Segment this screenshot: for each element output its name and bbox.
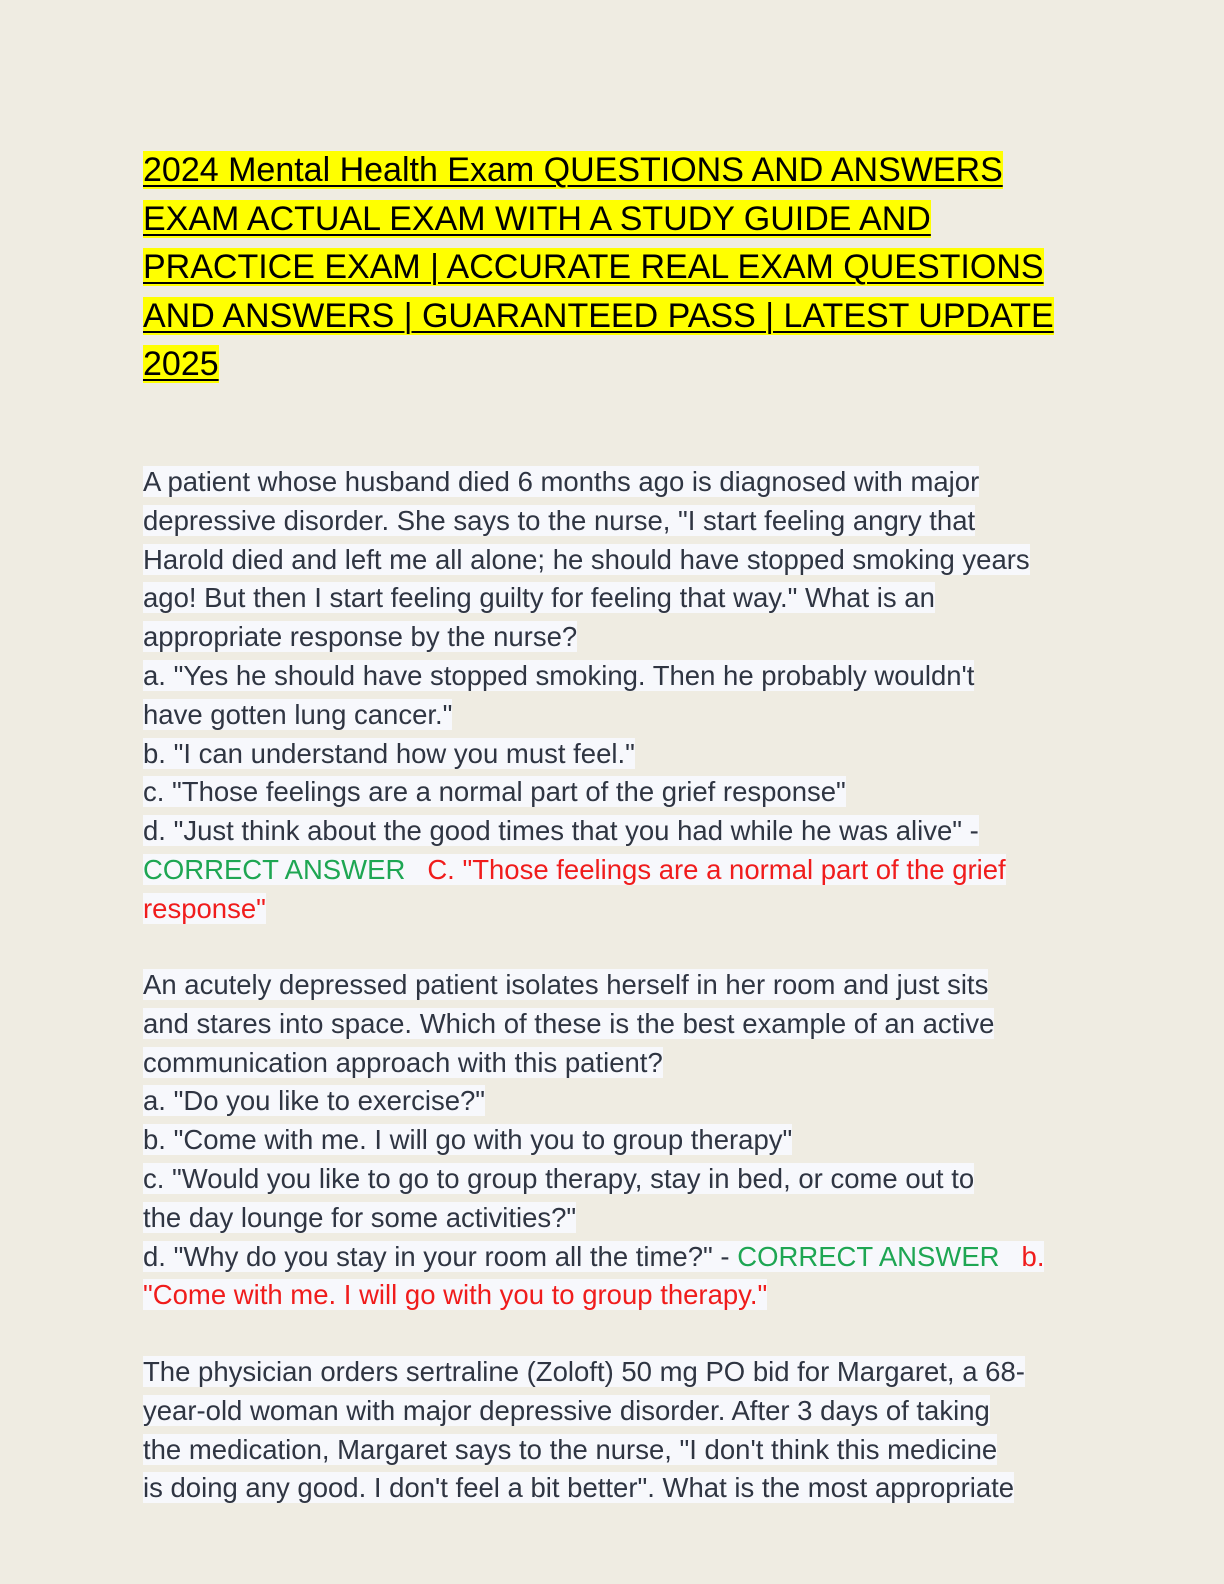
document-title (143, 146, 1063, 389)
question-line: depressive disorder. She says to the nurse, "I start feeling angry that (143, 504, 976, 536)
correct-answer-label: CORRECT ANSWER (737, 1240, 1000, 1272)
option-c-cont: the day lounge for some activities?" (143, 1201, 577, 1233)
question-line: the medication, Margaret says to the nurse, "I don't think this medicine (143, 1433, 998, 1465)
title-line: EXAM ACTUAL EXAM WITH A STUDY GUIDE AND (143, 199, 931, 238)
option-a: a. "Do you like to exercise?" (143, 1085, 486, 1117)
title-line: AND ANSWERS | GUARANTEED PASS | LATEST UPDATE (143, 296, 1054, 335)
option-b: b. "Come with me. I will go with you to group therapy" (143, 1124, 793, 1156)
question-line: is doing any good. I don't feel a bit better". What is the most appropriate (143, 1472, 1015, 1504)
title-line: 2024 Mental Health Exam QUESTIONS AND ANSWERS (143, 151, 1003, 189)
question-line: and stares into space. Which of these is the best example of an active (143, 1007, 995, 1039)
option-a: a. "Yes he should have stopped smoking. Then he probably wouldn't (143, 659, 975, 691)
answer-line-cont (143, 1276, 1083, 1315)
correct-answer-text: b. (1021, 1240, 1045, 1272)
question-2 (143, 966, 1083, 1315)
option-c: c. "Those feelings are a normal part of the grief response" (143, 776, 846, 808)
question-line: appropriate response by the nurse? (143, 621, 578, 653)
correct-answer-label: CORRECT ANSWER (143, 853, 406, 885)
question-line: An acutely depressed patient isolates herself in her room and just sits (143, 969, 989, 1000)
option-d: d. "Why do you stay in your room all the time?" - CORRECT ANSWER b. (143, 1240, 1045, 1272)
title-line: PRACTICE EXAM | ACCURATE REAL EXAM QUESTIONS (143, 248, 1044, 286)
correct-answer-text: response" (143, 892, 266, 924)
question-line: communication approach with this patient? (143, 1046, 663, 1078)
correct-answer-text: "Come with me. I will go with you to group therapy." (143, 1279, 768, 1311)
correct-answer-text: C. "Those feelings are a normal part of the grief (427, 853, 1006, 885)
question-line: Harold died and left me all alone; he should have stopped smoking years (143, 543, 1030, 575)
title-line: 2025 (143, 345, 219, 383)
question-line: A patient whose husband died 6 months ago is diagnosed with major (143, 466, 980, 497)
option-d: d. "Just think about the good times that you had while he was alive" - (143, 815, 979, 847)
question-1 (143, 463, 1083, 929)
option-b: b. "I can understand how you must feel." (143, 737, 635, 769)
question-line: The physician orders sertraline (Zoloft) 50 mg PO bid for Margaret, a 68- (143, 1356, 1025, 1387)
question-line: ago! But then I start feeling guilty for feeling that way." What is an (143, 582, 935, 614)
option-a-cont: have gotten lung cancer." (143, 698, 453, 730)
answer-line-cont (143, 890, 1083, 929)
question-line: year-old woman with major depressive disorder. After 3 days of taking (143, 1394, 990, 1426)
question-3 (143, 1353, 1083, 1508)
answer-line (143, 851, 1083, 890)
option-c: c. "Would you like to go to group therapy, stay in bed, or come out to (143, 1162, 975, 1194)
